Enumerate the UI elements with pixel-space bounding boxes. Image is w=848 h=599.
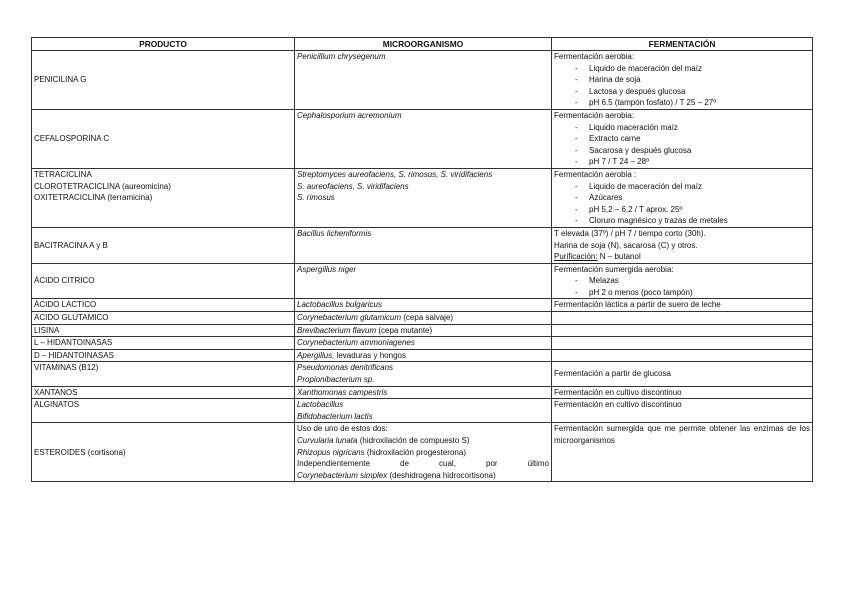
microorganism-name: Brevibacterium flavum — [297, 325, 377, 335]
product-cell: BACITRACINA A y B — [32, 227, 295, 263]
microorganism-cell — [295, 399, 552, 423]
microorganism-line: Uso de uno de estos dos: — [297, 424, 388, 434]
fermentation-title: Fermentación aerobia: — [554, 110, 635, 120]
list-item: - Cloruro magnésico y trazas de metales — [554, 215, 810, 227]
product-line: CLOROTETRACICLINA (aureomicina) — [34, 181, 171, 191]
table-row — [32, 51, 813, 110]
microorganism-line — [297, 470, 549, 482]
fermentation-cell — [552, 337, 813, 350]
list-item: - pH 2 o menos (poco tampón) — [554, 287, 810, 299]
table-row — [32, 423, 813, 482]
fermentation-title: Fermentación aerobia : — [554, 169, 637, 179]
table-row — [32, 263, 813, 299]
product-cell: ÁCIDO CITRICO — [32, 263, 295, 299]
fermentation-list — [554, 122, 810, 168]
microorganism-note: (hidroxilación progesterona) — [364, 447, 466, 457]
fermentation-cell — [552, 263, 813, 299]
fermentation-cell: Fermentación sumergida que me permite obtener las enzimas de los microorganismos — [552, 423, 813, 482]
microorganism-line: Independientemente de cual, por último — [297, 459, 549, 469]
list-item: - Liquido de maceración del maíz — [554, 181, 810, 193]
microorganism-note: (deshidrogena hidrocortisona) — [387, 470, 496, 480]
microorganism-name: Curvularia lunata — [297, 436, 358, 445]
table-row — [32, 386, 813, 399]
fermentation-cell — [552, 349, 813, 362]
fermentation-list — [554, 275, 810, 298]
product-line: OXITETRACICLINA (terramicina) — [34, 193, 153, 203]
fermentation-cell: Fermentación en cultivo discontinuo — [552, 399, 813, 423]
fermentation-cell: Fermentación a partir de glucosa — [552, 362, 813, 386]
fermentation-table — [31, 37, 813, 482]
table-row — [32, 109, 813, 168]
table-row — [32, 362, 813, 386]
fermentation-cell — [552, 312, 813, 325]
purification-line — [554, 251, 810, 263]
microorganism-line — [297, 447, 549, 459]
microorganism-name: Corynebacterium glutamicum — [297, 313, 402, 323]
product-cell: ALGINATOS — [32, 399, 295, 423]
fermentation-cell — [552, 109, 813, 168]
microorganism-note: levaduras y hongos — [334, 350, 406, 360]
fermentation-list — [554, 63, 810, 109]
microorganism-name: Apergillus, — [297, 350, 335, 360]
list-item: - Sacarosa y después glucosa — [554, 145, 810, 157]
list-item: - pH 5,2 – 6,2 / T aprox. 25º — [554, 204, 810, 216]
product-cell: D – HIDANTOINASAS — [32, 349, 295, 362]
microorganism-cell: Aspergillus niger — [295, 263, 552, 299]
microorganism-cell — [295, 423, 552, 482]
product-line: TETRACICLINA — [34, 169, 92, 179]
microorganism-note: (cepa salvaje) — [401, 313, 454, 323]
fermentation-title: Fermentación aerobia: — [554, 52, 635, 61]
microorganism-line: Bifidobacterium lactis — [297, 411, 373, 421]
list-item: - Azúcares — [554, 192, 810, 204]
product-cell: ÁCIDO LACTICO — [32, 299, 295, 312]
microorganism-cell — [295, 324, 552, 337]
fermentation-title: Fermentación sumergida aerobia: — [554, 264, 674, 274]
fermentation-cell: Fermentación láctica a partir de suero de leche — [552, 299, 813, 312]
product-cell: ESTEROIDES (cortisona) — [32, 423, 295, 482]
table-row — [32, 324, 813, 337]
microorganism-line: Pseudomonas denitrificans — [297, 363, 394, 373]
list-item: - Harina de soja — [554, 74, 810, 86]
fermentation-cell — [552, 51, 813, 110]
product-cell: LISINA — [32, 324, 295, 337]
purification-label: Purificación: — [554, 252, 598, 262]
list-item: - pH 6.5 (tampón fosfato) / T 25 – 27º — [554, 97, 810, 109]
list-item: - Liquido maceración maíz — [554, 122, 810, 134]
purification-value: N – butanol — [597, 252, 641, 262]
microorganism-name: Corynebacterium simplex — [297, 470, 388, 480]
microorganism-cell: Cephalosporium acremonium — [295, 109, 552, 168]
header-producto: PRODUCTO — [32, 38, 295, 51]
fermentation-cell — [552, 227, 813, 263]
product-cell: ACIDO GLUTAMICO — [32, 312, 295, 325]
list-item: - pH 7 / T 24 – 28º — [554, 156, 810, 168]
table-row — [32, 299, 813, 312]
table-row — [32, 312, 813, 325]
product-cell: XANTANOS — [32, 386, 295, 399]
microorganism-cell — [295, 168, 552, 227]
list-item: - Melazas — [554, 275, 810, 287]
microorganism-cell: Penicillium chrysegenum — [295, 51, 552, 110]
microorganism-note: (hidroxilación de compuesto S) — [357, 436, 470, 445]
product-cell: VITAMINAS (B12) — [32, 362, 295, 386]
table-row — [32, 337, 813, 350]
microorganism-line: Propionibacterium sp. — [297, 375, 375, 385]
microorganism-name: Rhizopus nigricans — [297, 447, 365, 457]
product-cell — [32, 168, 295, 227]
product-cell: L – HIDANTOINASAS — [32, 337, 295, 350]
product-cell: PENICILINA G — [32, 51, 295, 110]
microorganism-line — [297, 435, 549, 447]
header-fermentacion: FERMENTACIÓN — [552, 38, 813, 51]
microorganism-cell — [295, 349, 552, 362]
list-item: - Extracto carne — [554, 133, 810, 145]
microorganism-cell — [295, 312, 552, 325]
fermentation-cell: Fermentación en cultivo discontinuo — [552, 386, 813, 399]
header-microorganismo: MICROORGANISMO — [295, 38, 552, 51]
fermentation-cell — [552, 168, 813, 227]
microorganism-line: Streptomyces aureofaciens, S. rimosus, S. viridifaciens — [297, 169, 493, 179]
microorganism-cell: Bacillus licheniformis — [295, 227, 552, 263]
microorganism-cell: Xanthomonas campestris — [295, 386, 552, 399]
table-row — [32, 349, 813, 362]
table-row — [32, 168, 813, 227]
microorganism-line: S. rimosus — [297, 193, 335, 203]
microorganism-cell: Lactobacillus bulgaricus — [295, 299, 552, 312]
list-item: - Lactosa y después glucosa — [554, 86, 810, 98]
header-row — [32, 38, 813, 51]
microorganism-line: Lactobacillus — [297, 400, 344, 410]
fermentation-line: T elevada (37º) / pH 7 / tiempo corto (30h). — [554, 228, 706, 238]
fermentation-line: Harina de soja (N), sacarosa (C) y otros. — [554, 240, 698, 250]
microorganism-cell: Corynebacterium ammoniagenes — [295, 337, 552, 350]
fermentation-cell — [552, 324, 813, 337]
microorganism-line: S. aureofaciens, S. viridifaciens — [297, 181, 409, 191]
microorganism-note: (cepa mutante) — [376, 325, 433, 335]
table-row — [32, 399, 813, 423]
product-cell: CEFALOSPORINA C — [32, 109, 295, 168]
fermentation-list — [554, 181, 810, 227]
table-row — [32, 227, 813, 263]
microorganism-cell — [295, 362, 552, 386]
list-item: - Liquido de maceración del maíz — [554, 63, 810, 75]
